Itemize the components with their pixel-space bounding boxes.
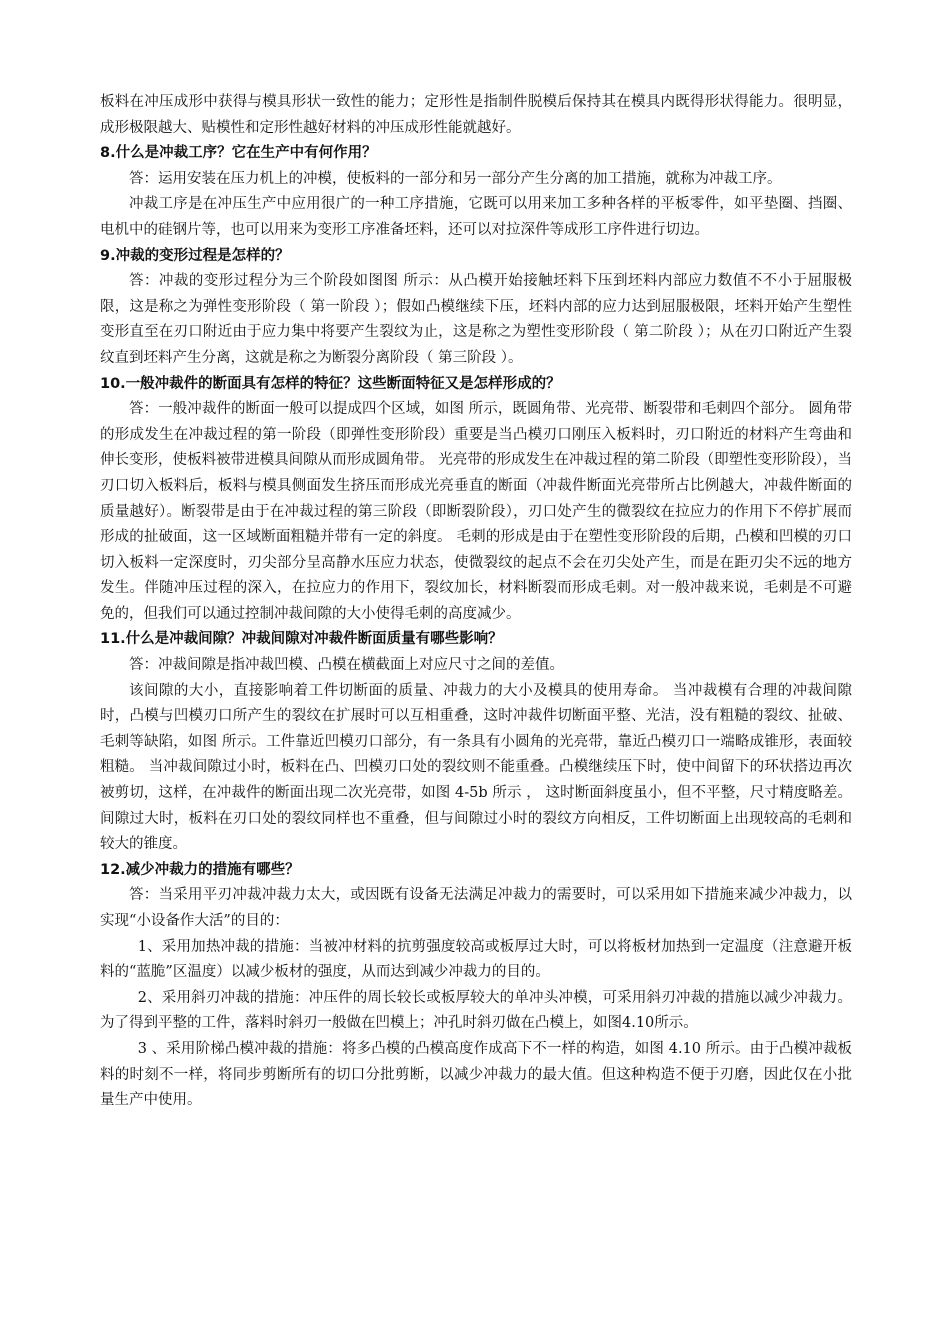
answer-12-item-2: 2、采用斜刃冲裁的措施：冲压件的周长较长或板厚较大的单冲头冲模，可采用斜刃冲裁的措施以减少冲裁力。为了得到平整的工件，落料时斜刃一般做在凹模上；冲孔时斜刃做在凸模上，如图4.10所示。	[100, 989, 852, 1032]
answer-12: 答：当采用平刃冲裁冲裁力太大，或因既有设备无法满足冲裁力的需要时，可以采用如下措施来减少冲裁力，以实现“小设备作大活”的目的：	[100, 887, 852, 929]
paragraph-formability: 板料在冲压成形中获得与模具形状一致性的能力；定形性是指制件脱模后保持其在模具内既得形状得能力。很明显，成形极限越大、贴模性和定形性越好材料的冲压成形性能就越好。	[100, 94, 852, 136]
answer-10: 答：一般冲裁件的断面一般可以提成四个区域，如图 所示，既圆角带、光亮带、断裂带和毛刺四个部分。 圆角带的形成发生在冲裁过程的第一阶段（即弹性变形阶段）重要是当凸模刃口刚压入板料时，刃口附近的材料产生弯曲和伸长变形，使板料被带进模具间隙从而形成圆角带。 光亮带的形成发生在冲裁过程的第二阶段（即塑性变形阶段），当刃口切入板料后，板料与模具侧面发生挤压而形成光亮垂直的断面（冲裁件断面光亮带所占比例越大，冲裁件断面的质量越好）。断裂带是由于在冲裁过程的第三阶段（即断裂阶段），刃口处产生的微裂纹在拉应力的作用下不停扩展而形成的扯破面，这一区域断面粗糙并带有一定的斜度。 毛刺的形成是由于在塑性变形阶段的后期，凸模和凹模的刃口切入板料一定深度时，刃尖部分呈高静水压应力状态，使微裂纹的起点不会在刃尖处产生，而是在距刃尖不远的地方发生。伴随冲压过程的深入，在拉应力的作用下，裂纹加长，材料断裂而形成毛刺。对一般冲裁来说，毛刺是不可避免的，但我们可以通过控制冲裁间隙的大小使得毛刺的高度减少。	[100, 401, 852, 622]
question-9: 9.冲裁的变形过程是怎样的？	[100, 247, 290, 264]
answer-11-1: 答：冲裁间隙是指冲裁凹模、凸模在横截面上对应尺寸之间的差值。	[129, 657, 564, 674]
answer-8-1: 答：运用安装在压力机上的冲模，使板料的一部分和另一部分产生分离的加工措施，就称为冲裁工序。	[129, 170, 782, 187]
answer-11-2: 该间隙的大小，直接影响着工件切断面的质量、冲裁力的大小及模具的使用寿命。 当冲裁模有合理的冲裁间隙时，凸模与凹模刃口所产生的裂纹在扩展时可以互相重叠，这时冲裁件切断面平整、光洁，没有粗糙的裂纹、扯破、毛刺等缺陷，如图 所示。工件靠近凹模刃口部分，有一条具有小圆角的光亮带，靠近凸模刃口一端略成锥形，表面较粗糙。 当冲裁间隙过小时，板料在凸、凹模刃口处的裂纹则不能重叠。凸模继续压下时，使中间留下的环状搭边再次被剪切，这样，在冲裁件的断面出现二次光亮带，如图 4-5b 所示 ， 这时断面斜度虽小，但不平整，尺寸精度略差。 间隙过大时，板料在刃口处的裂纹同样也不重叠，但与间隙过小时的裂纹方向相反，工件切断面上出现较高的毛刺和较大的锥度。	[100, 682, 852, 853]
answer-8-2: 冲裁工序是在冲压生产中应用很广的一种工序措施，它既可以用来加工多种各样的平板零件，如平垫圈、挡圈、电机中的硅钢片等，也可以用来为变形工序准备坯料，还可以对拉深件等成形工序件进行切边。	[100, 196, 852, 238]
answer-12-item-1: 1、采用加热冲裁的措施：当被冲材料的抗剪强度较高或板厚过大时，可以将板材加热到一定温度（注意避开板料的“蓝脆”区温度）以减少板材的强度，从而达到减少冲裁力的目的。	[100, 938, 852, 981]
question-8: 8.什么是冲裁工序？它在生产中有何作用？	[100, 145, 377, 162]
question-12: 12.减少冲裁力的措施有哪些？	[100, 861, 300, 878]
question-10: 10.一般冲裁件的断面具有怎样的特征？这些断面特征又是怎样形成的？	[100, 375, 561, 392]
answer-9: 答：冲裁的变形过程分为三个阶段如图图 所示：从凸模开始接触坯料下压到坯料内部应力数值不不小于屈服极限，这是称之为弹性变形阶段（ 第一阶段 ）；假如凸模继续下压，坯料内部的应力达到屈服极限，坯料开始产生塑性变形直至在刃口附近由于应力集中将要产生裂纹为止，这是称之为塑性变形阶段（ 第二阶段 ）；从在刃口附近产生裂纹直到坯料产生分离，这就是称之为断裂分离阶段（ 第三阶段 ）。	[100, 273, 852, 366]
question-11: 11.什么是冲裁间隙？冲裁间隙对冲裁件断面质量有哪些影响？	[100, 631, 503, 648]
answer-12-item-3: 3 、采用阶梯凸模冲裁的措施：将多凸模的凸模高度作成高下不一样的构造，如图 4.10 所示。由于凸模冲裁板料的时刻不一样，将同步剪断所有的切口分批剪断，以减少冲裁力的最大值。但这种构造不便于刃磨，因此仅在小批量生产中使用。	[100, 1040, 852, 1109]
document-body	[100, 90, 852, 1114]
